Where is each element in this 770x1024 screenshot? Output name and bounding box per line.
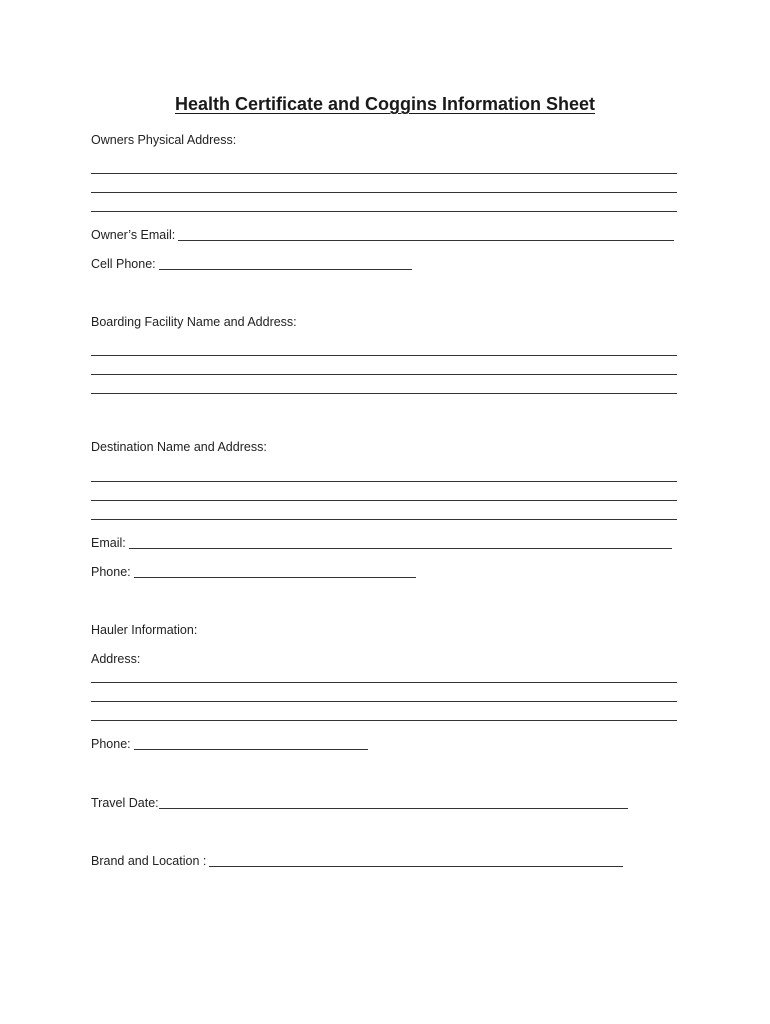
owner-address-label: Owners Physical Address: bbox=[91, 133, 237, 147]
hauler-address-label: Address: bbox=[91, 652, 141, 666]
travel-date-label: Travel Date: bbox=[91, 796, 159, 810]
travel-date-line[interactable] bbox=[159, 808, 628, 809]
hauler-phone-field[interactable] bbox=[91, 736, 368, 752]
destination-address-line-3[interactable] bbox=[91, 519, 677, 520]
hauler-address-line-2[interactable] bbox=[91, 701, 677, 702]
destination-label: Destination Name and Address: bbox=[91, 440, 267, 454]
boarding-address-line-3[interactable] bbox=[91, 393, 677, 394]
boarding-facility-label: Boarding Facility Name and Address: bbox=[91, 315, 297, 329]
destination-phone-field[interactable] bbox=[91, 564, 416, 580]
brand-location-field[interactable] bbox=[91, 853, 623, 869]
destination-phone-label: Phone: bbox=[91, 565, 131, 579]
hauler-info-label: Hauler Information: bbox=[91, 623, 198, 637]
boarding-address-line-1[interactable] bbox=[91, 355, 677, 356]
brand-location-line[interactable] bbox=[209, 866, 623, 867]
owner-address-line-3[interactable] bbox=[91, 211, 677, 212]
owner-email-line[interactable] bbox=[178, 240, 674, 241]
destination-email-field[interactable] bbox=[91, 535, 672, 551]
destination-email-line[interactable] bbox=[129, 548, 672, 549]
owner-address-line-2[interactable] bbox=[91, 192, 677, 193]
boarding-address-line-2[interactable] bbox=[91, 374, 677, 375]
owner-email-field[interactable] bbox=[91, 227, 674, 243]
owner-address-line-1[interactable] bbox=[91, 173, 677, 174]
hauler-address-line-3[interactable] bbox=[91, 720, 677, 721]
travel-date-field[interactable] bbox=[91, 795, 628, 811]
cell-phone-field[interactable] bbox=[91, 256, 412, 272]
hauler-address-line-1[interactable] bbox=[91, 682, 677, 683]
brand-location-label: Brand and Location : bbox=[91, 854, 207, 868]
destination-email-label: Email: bbox=[91, 536, 126, 550]
destination-address-line-1[interactable] bbox=[91, 481, 677, 482]
hauler-phone-label: Phone: bbox=[91, 737, 131, 751]
page-title: Health Certificate and Coggins Information Sheet bbox=[174, 94, 596, 114]
destination-phone-line[interactable] bbox=[134, 577, 416, 578]
destination-address-line-2[interactable] bbox=[91, 500, 677, 501]
cell-phone-line[interactable] bbox=[159, 269, 412, 270]
cell-phone-label: Cell Phone: bbox=[91, 257, 156, 271]
hauler-phone-line[interactable] bbox=[134, 749, 368, 750]
owner-email-label: Owner’s Email: bbox=[91, 228, 176, 242]
